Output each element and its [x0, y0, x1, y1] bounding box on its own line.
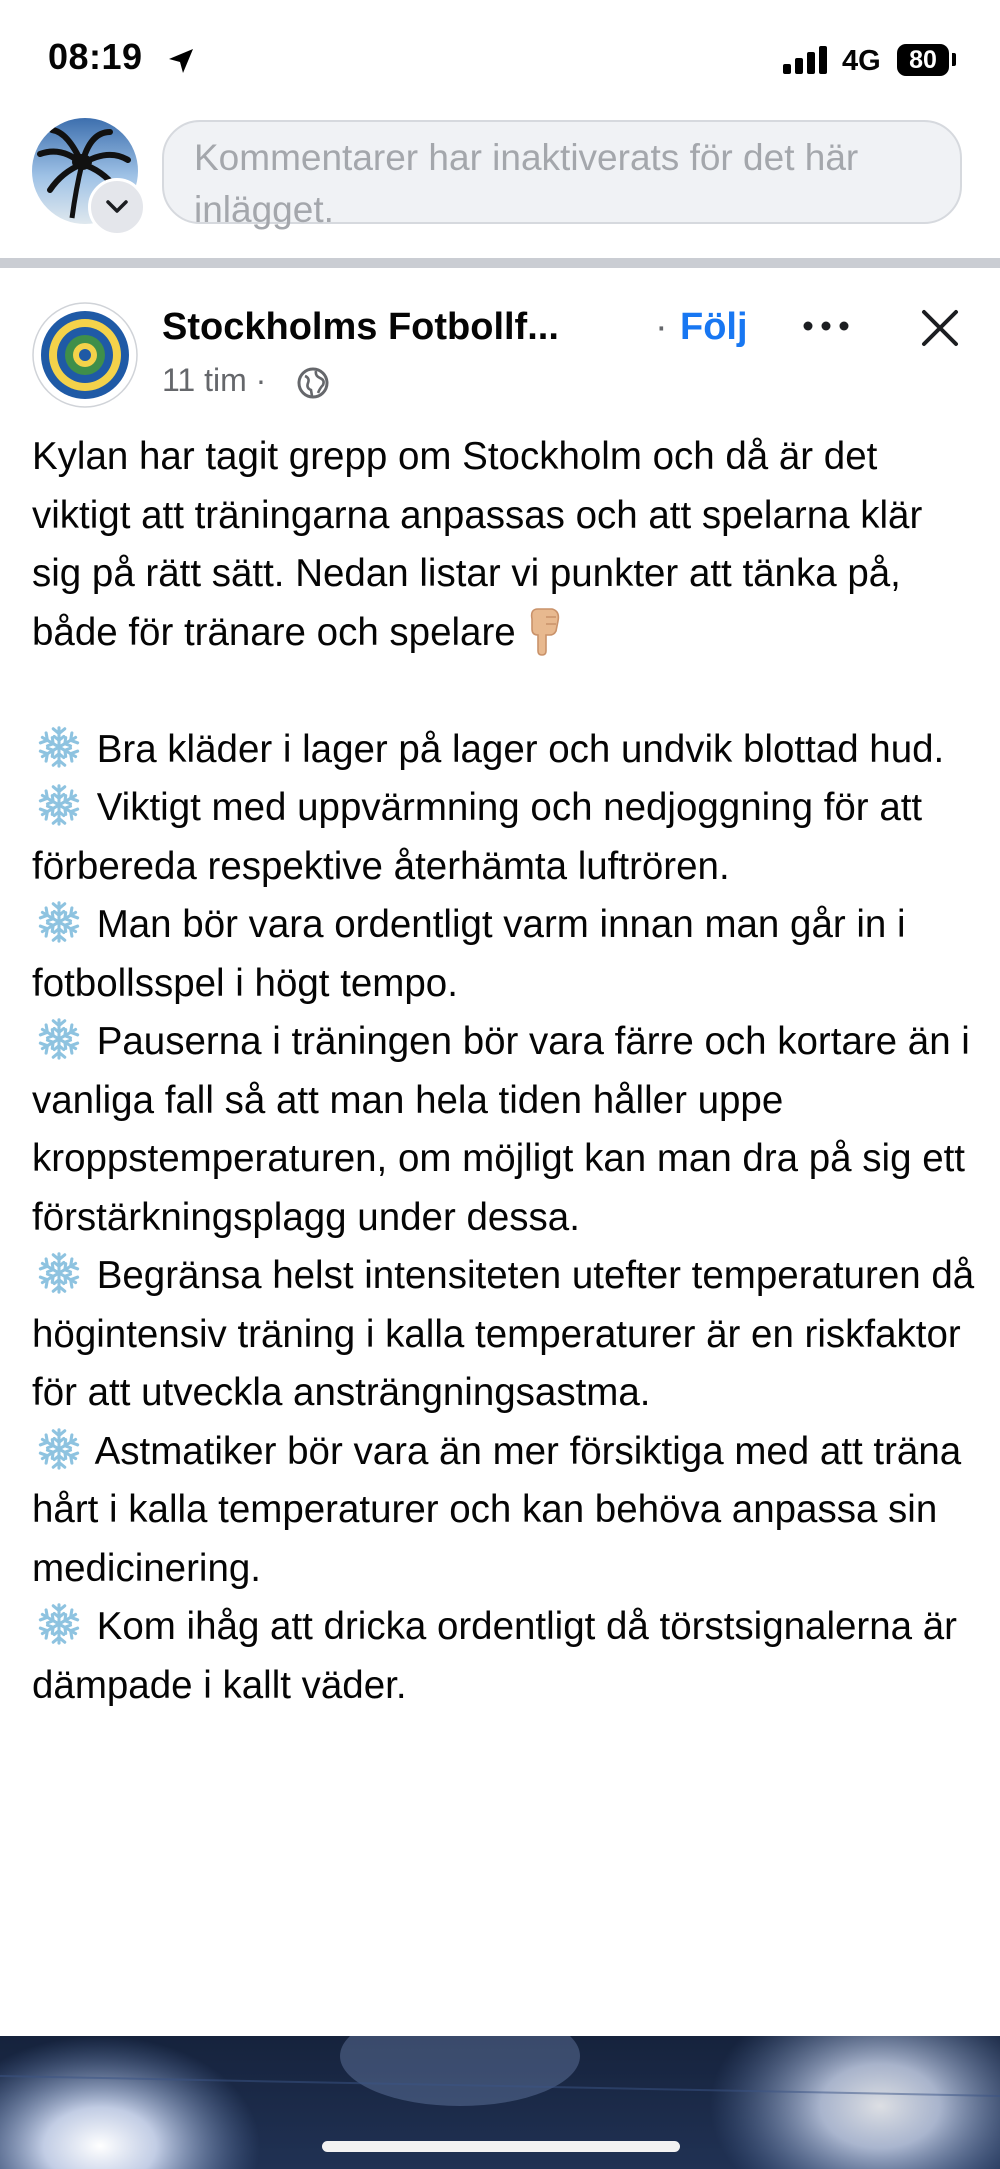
battery-icon — [897, 44, 949, 76]
globe-icon — [296, 366, 330, 400]
tip-text: Astmatiker bör vara än mer försiktiga med att träna hårt i kalla temperaturer och kan behöva anpassa sin medicinering. — [32, 1429, 962, 1590]
tip-item — [32, 1598, 982, 1715]
comment-input-disabled: Kommentarer har inaktiverats för det här inlägget. — [162, 120, 962, 224]
section-divider — [0, 258, 1000, 268]
tip-text: Viktigt med uppvärmning och nedjoggning för att förbereda respektive återhämta luftrören. — [32, 786, 923, 888]
snowflake-icon — [32, 1250, 86, 1296]
status-time: 08:19 — [48, 36, 143, 77]
tip-item — [32, 1423, 982, 1599]
header-separator: · — [655, 306, 668, 348]
snowflake-icon — [32, 1016, 86, 1062]
comment-bar — [0, 100, 1000, 260]
account-switcher-button[interactable] — [88, 178, 146, 236]
snowflake-icon — [32, 1601, 86, 1647]
tip-item — [32, 721, 982, 780]
tip-text: Begränsa helst intensiteten utefter temperaturen då högintensiv träning i kalla temperaturer är en riskfaktor för att utveckla ansträngningsastma. — [32, 1254, 975, 1414]
post-time[interactable]: 11 tim — [162, 362, 247, 398]
chevron-down-icon — [91, 181, 143, 233]
post-meta — [162, 362, 266, 399]
snowflake-icon — [32, 1426, 86, 1472]
more-options-button[interactable] — [798, 300, 854, 352]
more-horizontal-icon — [798, 300, 854, 352]
meta-separator: · — [255, 362, 267, 398]
status-bar — [0, 0, 1000, 100]
snowflake-icon — [32, 899, 86, 945]
tip-item — [32, 779, 982, 896]
tip-item — [32, 896, 982, 1013]
signal-bars-icon — [783, 46, 829, 74]
location-arrow-icon — [166, 46, 196, 76]
tip-text: Bra kläder i lager på lager och undvik blottad hud. — [96, 727, 945, 771]
page-name-link[interactable]: Stockholms Fotbollf... — [162, 306, 559, 348]
tip-text: Man bör vara ordentligt varm innan man går in i fotbollsspel i högt tempo. — [32, 903, 906, 1005]
close-post-button[interactable] — [916, 304, 964, 352]
paragraph-spacer — [32, 662, 982, 721]
home-indicator[interactable] — [322, 2141, 680, 2152]
tip-item — [32, 1247, 982, 1423]
follow-button[interactable]: Följ — [680, 306, 748, 348]
page-avatar[interactable] — [32, 302, 138, 408]
close-icon — [916, 304, 964, 352]
post-body — [32, 428, 982, 1715]
tip-item — [32, 1013, 982, 1247]
post-intro-text: Kylan har tagit grepp om Stockholm och då är det viktigt att träningarna anpassas och att spelarna klär sig på rätt sätt. Nedan listar vi punkter att tänka på, både för tränare och spelare — [32, 435, 923, 654]
battery-tip — [952, 53, 956, 66]
snowflake-icon — [32, 782, 86, 828]
snowflake-icon — [32, 724, 86, 770]
tip-text: Kom ihåg att dricka ordentligt då törstsignalerna är dämpade i kallt väder. — [32, 1605, 957, 1707]
network-type: 4G — [842, 45, 881, 77]
backhand-pointing-down-icon — [522, 605, 564, 657]
tip-text: Pauserna i träningen bör vara färre och kortare än i vanliga fall så att man hela tiden håller uppe kroppstemperaturen, om möjligt kan man dra på sig ett förstärkningsplagg under dessa. — [32, 1020, 970, 1239]
post-intro — [32, 428, 982, 662]
battery-level: 80 — [909, 46, 937, 74]
